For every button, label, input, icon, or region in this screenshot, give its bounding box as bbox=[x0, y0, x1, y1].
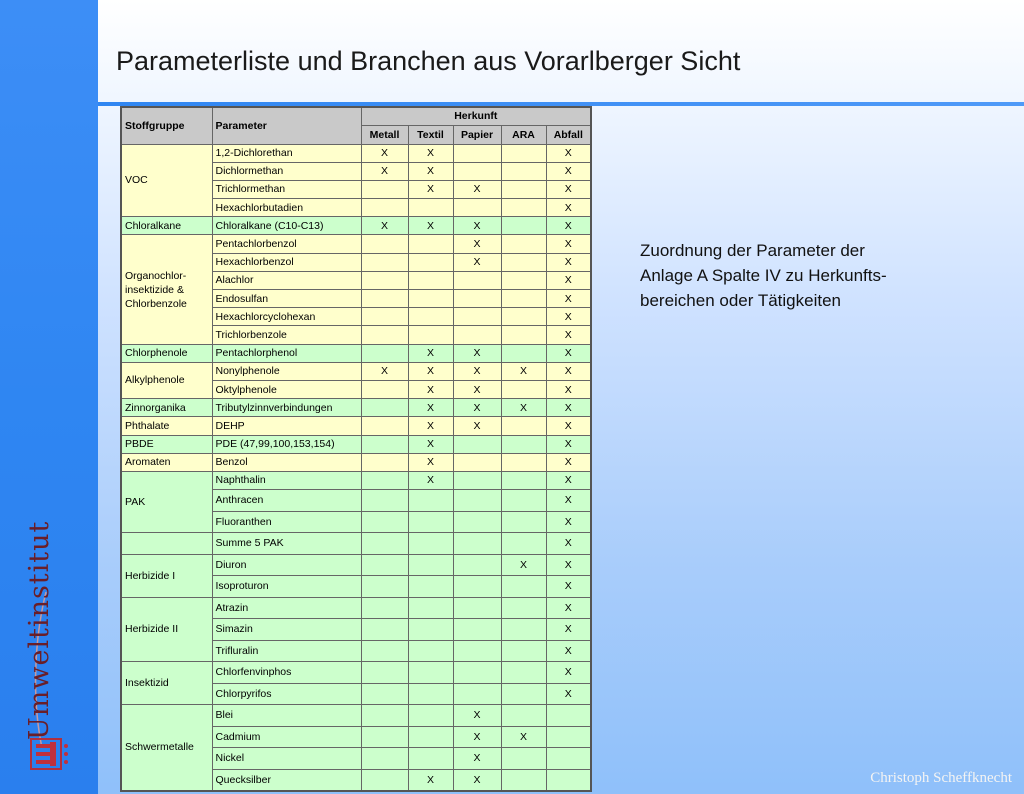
origin-mark-cell: X bbox=[453, 217, 501, 235]
group-cell: Zinnorganika bbox=[121, 399, 212, 417]
origin-mark-cell bbox=[361, 619, 408, 641]
origin-mark-cell: X bbox=[546, 511, 591, 533]
origin-mark-cell: X bbox=[361, 217, 408, 235]
origin-mark-cell bbox=[453, 662, 501, 684]
author-footer: Christoph Scheffknecht bbox=[870, 770, 1012, 786]
origin-mark-cell bbox=[361, 253, 408, 271]
origin-mark-cell bbox=[453, 326, 501, 344]
origin-mark-cell: X bbox=[546, 399, 591, 417]
parameter-cell: Trifluralin bbox=[212, 640, 361, 662]
origin-mark-cell bbox=[453, 144, 501, 162]
origin-mark-cell bbox=[408, 619, 453, 641]
origin-mark-cell: X bbox=[546, 180, 591, 198]
sidebar-band bbox=[0, 0, 98, 794]
group-cell bbox=[121, 533, 212, 555]
parameter-cell: Blei bbox=[212, 705, 361, 727]
origin-mark-cell: X bbox=[453, 726, 501, 748]
origin-mark-cell bbox=[501, 769, 546, 791]
origin-mark-cell bbox=[361, 435, 408, 453]
origin-mark-cell bbox=[361, 662, 408, 684]
origin-mark-cell bbox=[501, 217, 546, 235]
origin-mark-cell bbox=[501, 453, 546, 471]
origin-mark-cell bbox=[408, 662, 453, 684]
origin-mark-cell bbox=[501, 271, 546, 289]
origin-mark-cell bbox=[408, 748, 453, 770]
origin-mark-cell: X bbox=[453, 362, 501, 380]
table-row bbox=[121, 705, 591, 727]
table-row bbox=[121, 533, 591, 555]
parameter-cell: Hexachlorbutadien bbox=[212, 199, 361, 217]
parameter-cell: 1,2-Dichlorethan bbox=[212, 144, 361, 162]
origin-mark-cell: X bbox=[453, 180, 501, 198]
origin-mark-cell bbox=[361, 271, 408, 289]
slide-title: Parameterliste und Branchen aus Vorarlberger Sicht bbox=[116, 46, 741, 76]
origin-mark-cell bbox=[408, 271, 453, 289]
origin-mark-cell bbox=[408, 576, 453, 598]
origin-mark-cell: X bbox=[408, 362, 453, 380]
origin-mark-cell bbox=[408, 199, 453, 217]
table-row bbox=[121, 217, 591, 235]
origin-mark-cell: X bbox=[546, 144, 591, 162]
origin-mark-cell bbox=[501, 144, 546, 162]
header-herkunft: Herkunft bbox=[361, 107, 591, 125]
origin-mark-cell bbox=[408, 326, 453, 344]
origin-mark-cell: X bbox=[408, 399, 453, 417]
origin-mark-cell: X bbox=[361, 144, 408, 162]
origin-mark-cell bbox=[453, 199, 501, 217]
origin-mark-cell bbox=[501, 748, 546, 770]
origin-mark-cell: X bbox=[408, 417, 453, 435]
origin-mark-cell: X bbox=[408, 453, 453, 471]
origin-mark-cell bbox=[501, 597, 546, 619]
origin-mark-cell: X bbox=[453, 769, 501, 791]
table-row bbox=[121, 435, 591, 453]
origin-mark-cell: X bbox=[546, 597, 591, 619]
parameter-cell: Pentachlorbenzol bbox=[212, 235, 361, 253]
origin-mark-cell: X bbox=[546, 619, 591, 641]
parameter-cell: Cadmium bbox=[212, 726, 361, 748]
origin-mark-cell: X bbox=[546, 576, 591, 598]
origin-mark-cell: X bbox=[453, 705, 501, 727]
origin-mark-cell bbox=[501, 180, 546, 198]
origin-mark-cell bbox=[453, 453, 501, 471]
group-cell: Chloralkane bbox=[121, 217, 212, 235]
group-cell: Alkylphenole bbox=[121, 362, 212, 398]
origin-mark-cell: X bbox=[453, 344, 501, 362]
group-cell: Insektizid bbox=[121, 662, 212, 705]
origin-mark-cell bbox=[361, 380, 408, 398]
origin-mark-cell bbox=[453, 533, 501, 555]
origin-mark-cell bbox=[501, 417, 546, 435]
parameter-cell: Nonylphenole bbox=[212, 362, 361, 380]
parameter-cell: Naphthalin bbox=[212, 471, 361, 489]
origin-mark-cell bbox=[501, 326, 546, 344]
origin-mark-cell bbox=[361, 769, 408, 791]
group-cell: VOC bbox=[121, 144, 212, 217]
parameter-cell: Fluoranthen bbox=[212, 511, 361, 533]
parameter-cell: Summe 5 PAK bbox=[212, 533, 361, 555]
origin-mark-cell: X bbox=[408, 471, 453, 489]
description-line: bereichen oder Tätigkeiten bbox=[640, 291, 841, 310]
origin-mark-cell: X bbox=[408, 180, 453, 198]
table-row bbox=[121, 554, 591, 576]
table-row bbox=[121, 399, 591, 417]
origin-mark-cell bbox=[501, 253, 546, 271]
origin-mark-cell bbox=[361, 399, 408, 417]
origin-mark-cell bbox=[361, 726, 408, 748]
parameter-cell: Trichlorbenzole bbox=[212, 326, 361, 344]
parameter-cell: DEHP bbox=[212, 417, 361, 435]
parameter-cell: Pentachlorphenol bbox=[212, 344, 361, 362]
origin-mark-cell bbox=[361, 199, 408, 217]
parameter-cell: Dichlormethan bbox=[212, 162, 361, 180]
group-cell: Herbizide II bbox=[121, 597, 212, 662]
origin-mark-cell bbox=[501, 162, 546, 180]
origin-mark-cell bbox=[453, 576, 501, 598]
group-cell: Chlorphenole bbox=[121, 344, 212, 362]
origin-mark-cell bbox=[501, 490, 546, 512]
origin-mark-cell: X bbox=[408, 162, 453, 180]
origin-mark-cell: X bbox=[408, 769, 453, 791]
table-row bbox=[121, 344, 591, 362]
origin-mark-cell bbox=[453, 490, 501, 512]
origin-mark-cell bbox=[453, 511, 501, 533]
origin-mark-cell: X bbox=[546, 533, 591, 555]
parameter-table bbox=[120, 106, 592, 792]
origin-mark-cell bbox=[361, 705, 408, 727]
origin-mark-cell bbox=[361, 640, 408, 662]
origin-mark-cell: X bbox=[546, 290, 591, 308]
parameter-cell: Quecksilber bbox=[212, 769, 361, 791]
group-cell: Schwermetalle bbox=[121, 705, 212, 791]
parameter-cell: Hexachlorbenzol bbox=[212, 253, 361, 271]
origin-mark-cell bbox=[501, 235, 546, 253]
origin-mark-cell bbox=[501, 199, 546, 217]
parameter-cell: Hexachlorcyclohexan bbox=[212, 308, 361, 326]
origin-mark-cell bbox=[361, 597, 408, 619]
description-text bbox=[640, 238, 1000, 313]
table-row bbox=[121, 453, 591, 471]
origin-mark-cell bbox=[408, 640, 453, 662]
origin-mark-cell bbox=[361, 235, 408, 253]
origin-mark-cell: X bbox=[408, 344, 453, 362]
origin-mark-cell bbox=[408, 235, 453, 253]
origin-mark-cell bbox=[408, 705, 453, 727]
origin-mark-cell bbox=[408, 683, 453, 705]
origin-mark-cell: X bbox=[546, 308, 591, 326]
table-row bbox=[121, 417, 591, 435]
origin-mark-cell: X bbox=[453, 748, 501, 770]
group-cell: PBDE bbox=[121, 435, 212, 453]
parameter-cell: Anthracen bbox=[212, 490, 361, 512]
origin-mark-cell bbox=[361, 683, 408, 705]
origin-mark-cell: X bbox=[546, 453, 591, 471]
origin-mark-cell bbox=[453, 471, 501, 489]
table-body bbox=[121, 144, 591, 791]
origin-mark-cell bbox=[501, 662, 546, 684]
origin-mark-cell bbox=[546, 748, 591, 770]
origin-mark-cell bbox=[361, 576, 408, 598]
logo-wordmark: Umweltinstitut bbox=[24, 520, 55, 740]
origin-mark-cell: X bbox=[408, 217, 453, 235]
origin-mark-cell bbox=[546, 769, 591, 791]
origin-mark-cell: X bbox=[501, 362, 546, 380]
origin-mark-cell bbox=[361, 533, 408, 555]
origin-mark-cell bbox=[453, 597, 501, 619]
origin-mark-cell bbox=[546, 726, 591, 748]
parameter-cell: Endosulfan bbox=[212, 290, 361, 308]
origin-mark-cell bbox=[361, 490, 408, 512]
origin-mark-cell bbox=[361, 417, 408, 435]
origin-mark-cell: X bbox=[361, 362, 408, 380]
origin-mark-cell: X bbox=[546, 662, 591, 684]
group-cell: Phthalate bbox=[121, 417, 212, 435]
origin-mark-cell bbox=[408, 554, 453, 576]
origin-mark-cell bbox=[361, 290, 408, 308]
group-cell: Aromaten bbox=[121, 453, 212, 471]
parameter-cell: Chlorpyrifos bbox=[212, 683, 361, 705]
origin-mark-cell bbox=[453, 162, 501, 180]
origin-mark-cell bbox=[453, 271, 501, 289]
parameter-cell: Simazin bbox=[212, 619, 361, 641]
origin-mark-cell bbox=[501, 576, 546, 598]
table-row bbox=[121, 362, 591, 380]
header-textil: Textil bbox=[408, 125, 453, 144]
parameter-cell: Benzol bbox=[212, 453, 361, 471]
parameter-cell: Oktylphenole bbox=[212, 380, 361, 398]
group-cell: Organochlor-insektizide & Chlorbenzole bbox=[121, 235, 212, 344]
origin-mark-cell: X bbox=[453, 253, 501, 271]
origin-mark-cell bbox=[501, 511, 546, 533]
origin-mark-cell bbox=[501, 380, 546, 398]
origin-mark-cell bbox=[501, 308, 546, 326]
origin-mark-cell: X bbox=[501, 399, 546, 417]
origin-mark-cell: X bbox=[408, 435, 453, 453]
origin-mark-cell bbox=[501, 533, 546, 555]
header-ara: ARA bbox=[501, 125, 546, 144]
group-cell: Herbizide I bbox=[121, 554, 212, 597]
parameter-cell: Chlorfenvinphos bbox=[212, 662, 361, 684]
origin-mark-cell bbox=[361, 308, 408, 326]
origin-mark-cell: X bbox=[453, 235, 501, 253]
origin-mark-cell: X bbox=[546, 380, 591, 398]
origin-mark-cell: X bbox=[546, 362, 591, 380]
origin-mark-cell: X bbox=[546, 490, 591, 512]
origin-mark-cell bbox=[501, 435, 546, 453]
origin-mark-cell: X bbox=[546, 326, 591, 344]
table-row bbox=[121, 662, 591, 684]
origin-mark-cell: X bbox=[361, 162, 408, 180]
origin-mark-cell bbox=[546, 705, 591, 727]
header-parameter: Parameter bbox=[212, 107, 361, 144]
group-cell: PAK bbox=[121, 471, 212, 532]
table-row bbox=[121, 597, 591, 619]
origin-mark-cell bbox=[501, 290, 546, 308]
parameter-cell: Trichlormethan bbox=[212, 180, 361, 198]
origin-mark-cell bbox=[408, 726, 453, 748]
origin-mark-cell: X bbox=[453, 380, 501, 398]
parameter-cell: Tributylzinnverbindungen bbox=[212, 399, 361, 417]
header-papier: Papier bbox=[453, 125, 501, 144]
origin-mark-cell bbox=[453, 435, 501, 453]
header-metall: Metall bbox=[361, 125, 408, 144]
origin-mark-cell bbox=[408, 290, 453, 308]
origin-mark-cell: X bbox=[453, 417, 501, 435]
origin-mark-cell bbox=[361, 748, 408, 770]
origin-mark-cell: X bbox=[546, 344, 591, 362]
origin-mark-cell bbox=[361, 344, 408, 362]
origin-mark-cell: X bbox=[501, 726, 546, 748]
header-abfall: Abfall bbox=[546, 125, 591, 144]
origin-mark-cell bbox=[361, 180, 408, 198]
origin-mark-cell: X bbox=[546, 162, 591, 180]
origin-mark-cell bbox=[408, 533, 453, 555]
table-row bbox=[121, 235, 591, 253]
origin-mark-cell: X bbox=[546, 554, 591, 576]
parameter-cell: Nickel bbox=[212, 748, 361, 770]
origin-mark-cell bbox=[501, 471, 546, 489]
origin-mark-cell bbox=[361, 326, 408, 344]
origin-mark-cell bbox=[501, 705, 546, 727]
origin-mark-cell bbox=[453, 308, 501, 326]
parameter-cell: Atrazin bbox=[212, 597, 361, 619]
origin-mark-cell: X bbox=[408, 144, 453, 162]
origin-mark-cell: X bbox=[546, 271, 591, 289]
description-line: Anlage A Spalte IV zu Herkunfts- bbox=[640, 266, 887, 285]
origin-mark-cell bbox=[453, 290, 501, 308]
table-row bbox=[121, 144, 591, 162]
vorarlberg-crest-icon bbox=[30, 738, 74, 770]
table-row bbox=[121, 471, 591, 489]
origin-mark-cell: X bbox=[546, 683, 591, 705]
origin-mark-cell: X bbox=[546, 471, 591, 489]
origin-mark-cell: X bbox=[546, 253, 591, 271]
origin-mark-cell: X bbox=[546, 235, 591, 253]
parameter-cell: Isoproturon bbox=[212, 576, 361, 598]
origin-mark-cell bbox=[361, 554, 408, 576]
origin-mark-cell bbox=[501, 640, 546, 662]
origin-mark-cell: X bbox=[408, 380, 453, 398]
description-line: Zuordnung der Parameter der bbox=[640, 241, 865, 260]
origin-mark-cell bbox=[453, 554, 501, 576]
origin-mark-cell: X bbox=[546, 417, 591, 435]
origin-mark-cell bbox=[453, 619, 501, 641]
origin-mark-cell: X bbox=[453, 399, 501, 417]
origin-mark-cell: X bbox=[501, 554, 546, 576]
origin-mark-cell bbox=[408, 597, 453, 619]
origin-mark-cell bbox=[361, 453, 408, 471]
parameter-cell: Diuron bbox=[212, 554, 361, 576]
origin-mark-cell bbox=[408, 511, 453, 533]
origin-mark-cell: X bbox=[546, 435, 591, 453]
parameter-cell: PDE (47,99,100,153,154) bbox=[212, 435, 361, 453]
origin-mark-cell bbox=[361, 471, 408, 489]
origin-mark-cell bbox=[501, 344, 546, 362]
parameter-cell: Chloralkane (C10-C13) bbox=[212, 217, 361, 235]
parameter-cell: Alachlor bbox=[212, 271, 361, 289]
origin-mark-cell bbox=[501, 619, 546, 641]
origin-mark-cell: X bbox=[546, 640, 591, 662]
origin-mark-cell: X bbox=[546, 217, 591, 235]
origin-mark-cell bbox=[501, 683, 546, 705]
origin-mark-cell bbox=[453, 640, 501, 662]
origin-mark-cell bbox=[361, 511, 408, 533]
header-stoffgruppe: Stoffgruppe bbox=[121, 107, 212, 144]
origin-mark-cell bbox=[408, 253, 453, 271]
origin-mark-cell bbox=[408, 490, 453, 512]
origin-mark-cell bbox=[453, 683, 501, 705]
origin-mark-cell bbox=[408, 308, 453, 326]
origin-mark-cell: X bbox=[546, 199, 591, 217]
